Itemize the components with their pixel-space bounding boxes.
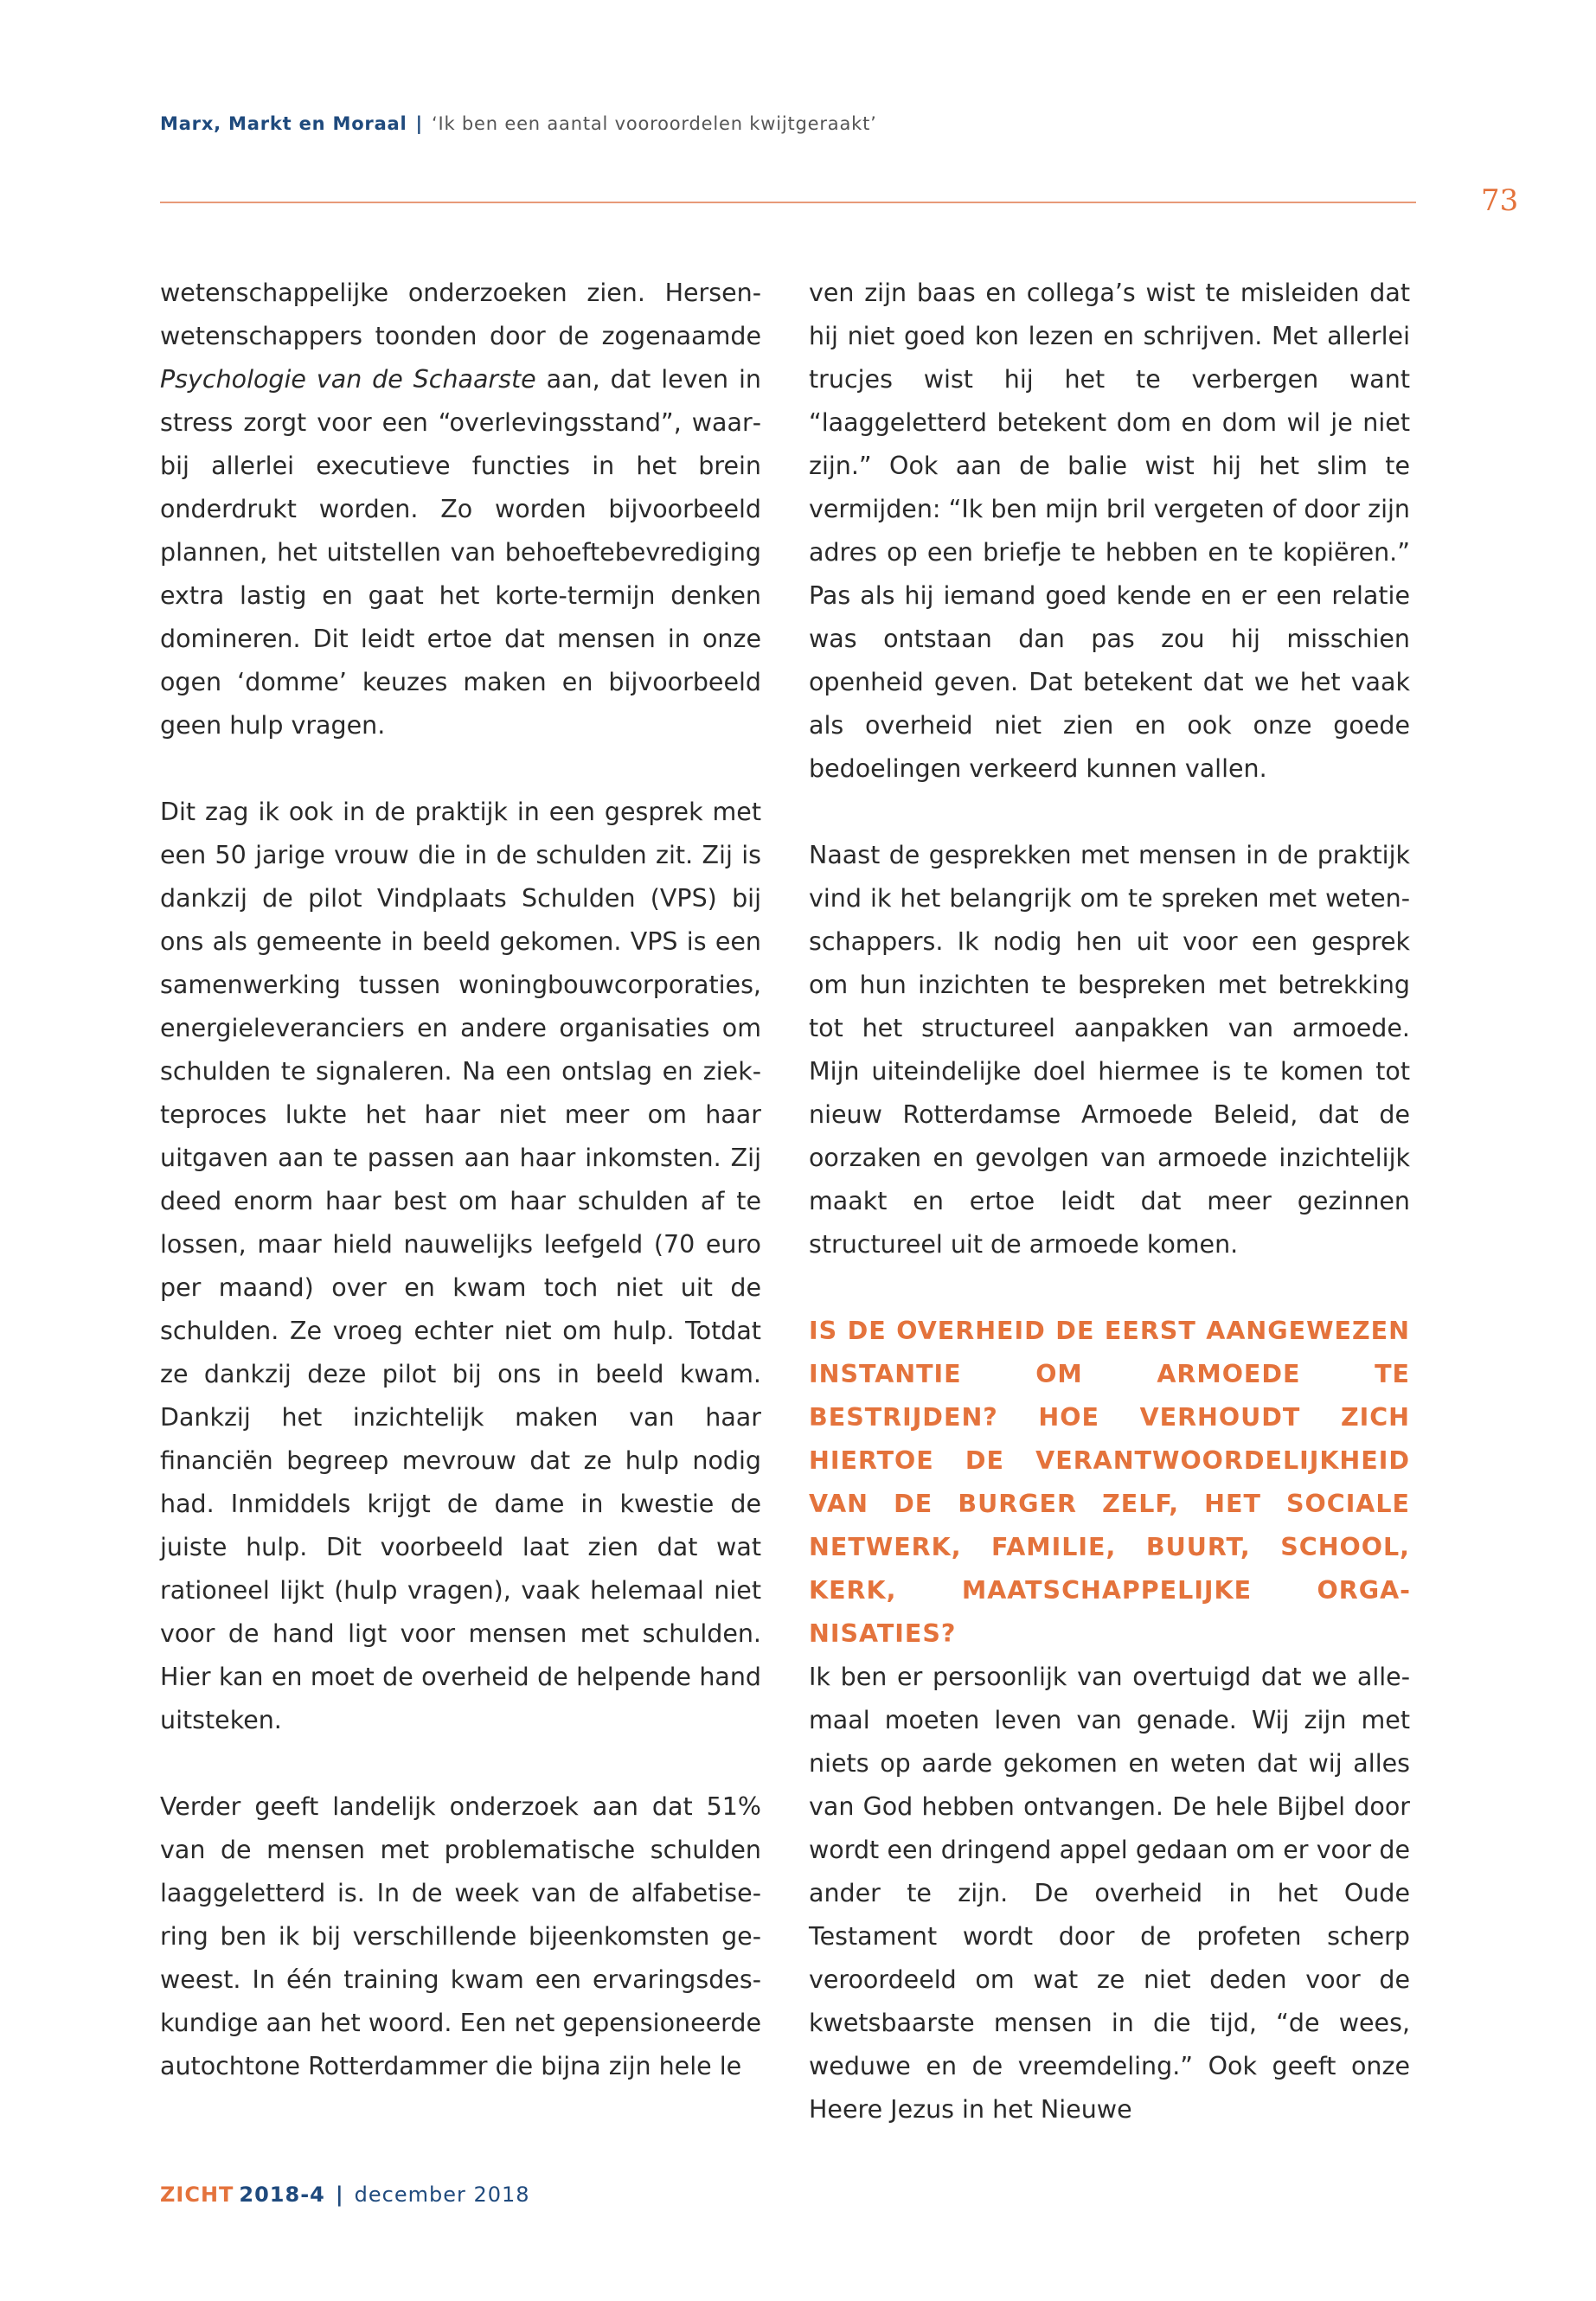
page-number: 73 [1481,183,1519,218]
paragraph [160,272,761,747]
header-separator: | [415,113,424,134]
header-rule [160,202,1416,203]
left-column [160,272,761,2088]
header-series-title: Marx, Markt en Moraal [160,113,407,134]
header-article-title: ‘Ik ben een aantal vooroordelen kwijtgeraakt’ [432,113,877,134]
footer-issue: 2018-4 [239,2182,325,2207]
paragraph: ven zijn baas en collega’s wist te misleiden dat hij niet goed kon lezen en schrijven. Met allerlei trucjes wist hij het te verbergen want “laaggeletterd betekent dom en dom wil je niet zijn.” Ook aan de balie wist hij het slim te vermijden: “Ik ben mijn bril vergeten of door zijn adres op een briefje te hebben en te kopiëren.” Pas als hij iemand goed kende en er een relatie was ontstaan dan pas zou hij misschien openheid geven. Dat betekent dat we het vaak als overheid niet zien en ook onze goede bedoelingen verkeerd kunnen vallen. [809,279,1410,783]
emphasis-text: Psychologie van de Schaarste [160,365,536,394]
running-header [160,113,877,134]
right-column [809,272,1410,2131]
paragraph: Ik ben er persoonlijk van overtuigd dat we allemaal moeten leven van genade. Wij zijn met niets op aarde gekomen en weten dat wij alles van God hebben ontvangen. De hele Bijbel door wordt een dringend appel gedaan om er voor de ander te zijn. De overheid in het Oude Testament wordt door de profeten scherp veroordeeld om wat ze niet deden voor de kwetsbaarste mensen in die tijd, “de wees, weduwe en de vreemdeling.” Ook geeft onze Heere Jezus in het Nieuwe [809,1663,1410,2124]
footer-magazine-name: ZICHT [160,2182,234,2207]
paragraph: Verder geeft landelijk onderzoek aan dat 51% van de mensen met problematische schulden laaggeletterd is. In de week van de alfabetisering ben ik bij verschillende bijeenkomsten geweest. In één training kwam een ervaringsdeskundige aan het woord. Een net gepensioneerde autochtone Rotterdammer die bijna zijn hele le [160,1792,761,2080]
footer-separator: | [335,2182,344,2207]
paragraph-text: wetenschappelijke onderzoeken zien. Hersenwetenschappers toonden door de zogenaamde [160,279,761,350]
footer-date: december 2018 [354,2182,530,2207]
paragraph: Naast de gesprekken met mensen in de praktijk vind ik het belangrijk om te spreken met wetenschappers. Ik nodig hen uit voor een gesprek om hun inzichten te bespreken met betrekking tot het structureel aanpakken van armoede. Mijn uiteindelijke doel hiermee is te komen tot nieuw Rotterdamse Armoede Beleid, dat de oorzaken en gevolgen van armoede inzichtelijk maakt en ertoe leidt dat meer gezinnen structureel uit de armoede komen. [809,841,1410,1259]
interview-question: IS DE OVERHEID DE EERST AANGEWEZEN INSTANTIE OM ARMOEDE TE BESTRIJDEN? HOE VERHOUDT ZICH HIERTOE DE VERANTWOORDELIJKHEID VAN DE BURGER ZELF, HET SOCIALE NETWERK, FAMILIE, BUURT, SCHOOL, KERK, MAATSCHAPPELIJKE ORGANISATIES? [809,1317,1410,1648]
paragraph-text: aan, dat leven in stress zorgt voor een “overlevingsstand”, waarbij allerlei executieve functies in het brein onderdrukt worden. Zo worden bijvoorbeeld plannen, het uitstellen van behoeftebevrediging extra lastig en gaat het korte-termijn denken domineren. Dit leidt ertoe dat mensen in onze ogen ‘domme’ keuzes maken en bijvoorbeeld geen hulp vragen. [160,365,761,740]
paragraph: Dit zag ik ook in de praktijk in een gesprek met een 50 jarige vrouw die in de schulden zit. Zij is dankzij de pilot Vindplaats Schulden (VPS) bij ons als gemeente in beeld gekomen. VPS is een samenwerking tussen woningbouwcorporaties, energieleveranciers en andere organisaties om schulden te signaleren. Na een ontslag en ziekteproces lukte het haar niet meer om haar uitgaven aan te passen aan haar inkomsten. Zij deed enorm haar best om haar schulden af te lossen, maar hield nauwelijks leefgeld (70 euro per maand) over en kwam toch niet uit de schulden. Ze vroeg echter niet om hulp. Totdat ze dankzij deze pilot bij ons in beeld kwam. Dankzij het inzichtelijk maken van haar financiën begreep mevrouw dat ze hulp nodig had. Inmiddels krijgt de dame in kwestie de juiste hulp. Dit voorbeeld laat zien dat wat rationeel lijkt (hulp vragen), vaak helemaal niet voor de hand ligt voor mensen met schulden. Hier kan en moet de overheid de helpende hand uitsteken. [160,798,761,1734]
running-footer [160,2182,530,2207]
